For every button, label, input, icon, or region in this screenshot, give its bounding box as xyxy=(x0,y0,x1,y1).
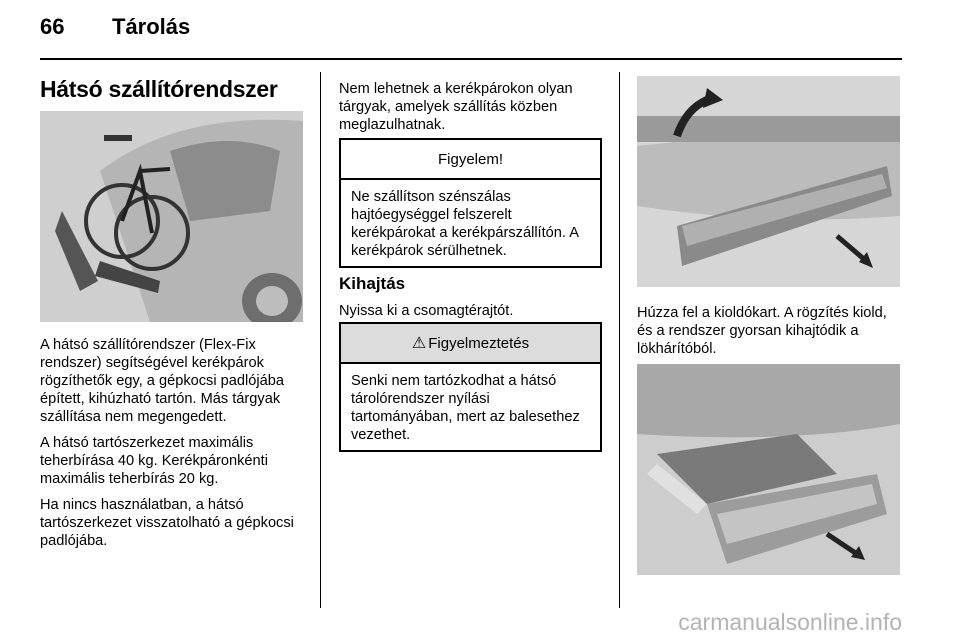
intro-paragraph: Nem lehetnek a kerékpárokon olyan tárgyak, amelyek szállítás közben meglazulhatnak. xyxy=(339,81,573,133)
section-title: Hátsó szállítórendszer xyxy=(40,76,278,102)
carrier-extended-photo xyxy=(637,364,900,575)
subsection-title: Kihajtás xyxy=(339,274,406,293)
paragraph: A hátsó szállítórendszer (Flex-Fix rendszer) segítségével kerékpárok rögzíthetők egy, a gépkocsi padlójába épített, kihúzható tartón. Más tárgyak szállítása nem megengedett. xyxy=(40,337,284,425)
warning-triangle-icon: ⚠ xyxy=(411,335,427,352)
warning-box xyxy=(339,322,602,452)
subsection-text: Nyissa ki a csomagtérajtót. xyxy=(339,303,514,319)
warning-text: Senki nem tartózkodhat a hátsó tárolórendszer nyílási tartományában, mert az balesethez vezethet. xyxy=(351,373,580,443)
right-caption xyxy=(637,304,903,366)
header-divider xyxy=(40,58,902,60)
caution-box xyxy=(339,138,602,268)
left-column-text xyxy=(40,336,310,558)
warning-title: Figyelmeztetés xyxy=(428,334,530,352)
page-number: 66 xyxy=(40,14,65,39)
paragraph: Ha nincs használatban, a hátsó tartószerkezet visszatolható a gépkocsi padlójába. xyxy=(40,497,294,549)
middle-intro xyxy=(339,80,605,142)
chapter-title: Tárolás xyxy=(112,14,191,39)
warning-header xyxy=(341,324,600,364)
column-divider-right xyxy=(619,72,620,608)
caution-title: Figyelem! xyxy=(341,140,600,180)
paragraph: A hátsó tartószerkezet maximális teherbírása 40 kg. Kerékpáronkénti maximális teherbírás 20 kg. xyxy=(40,435,268,487)
unfold-section xyxy=(339,274,605,328)
bike-carrier-photo xyxy=(40,111,303,322)
carrier-extended-illustration xyxy=(637,364,900,575)
caption-text: Húzza fel a kioldókart. A rögzítés kiold, és a rendszer gyorsan kihajtódik a lökhárítóból. xyxy=(637,305,887,357)
caution-text: Ne szállítson szénszálas hajtóegységgel felszerelt kerékpárokat a kerékpárszállítón. A kerékpárok sérülhetnek. xyxy=(351,189,579,259)
bike-carrier-illustration xyxy=(40,111,303,322)
release-lever-illustration xyxy=(637,76,900,287)
watermark: carmanualsonline.info xyxy=(678,609,902,635)
column-divider-left xyxy=(320,72,321,608)
release-lever-photo xyxy=(637,76,900,287)
